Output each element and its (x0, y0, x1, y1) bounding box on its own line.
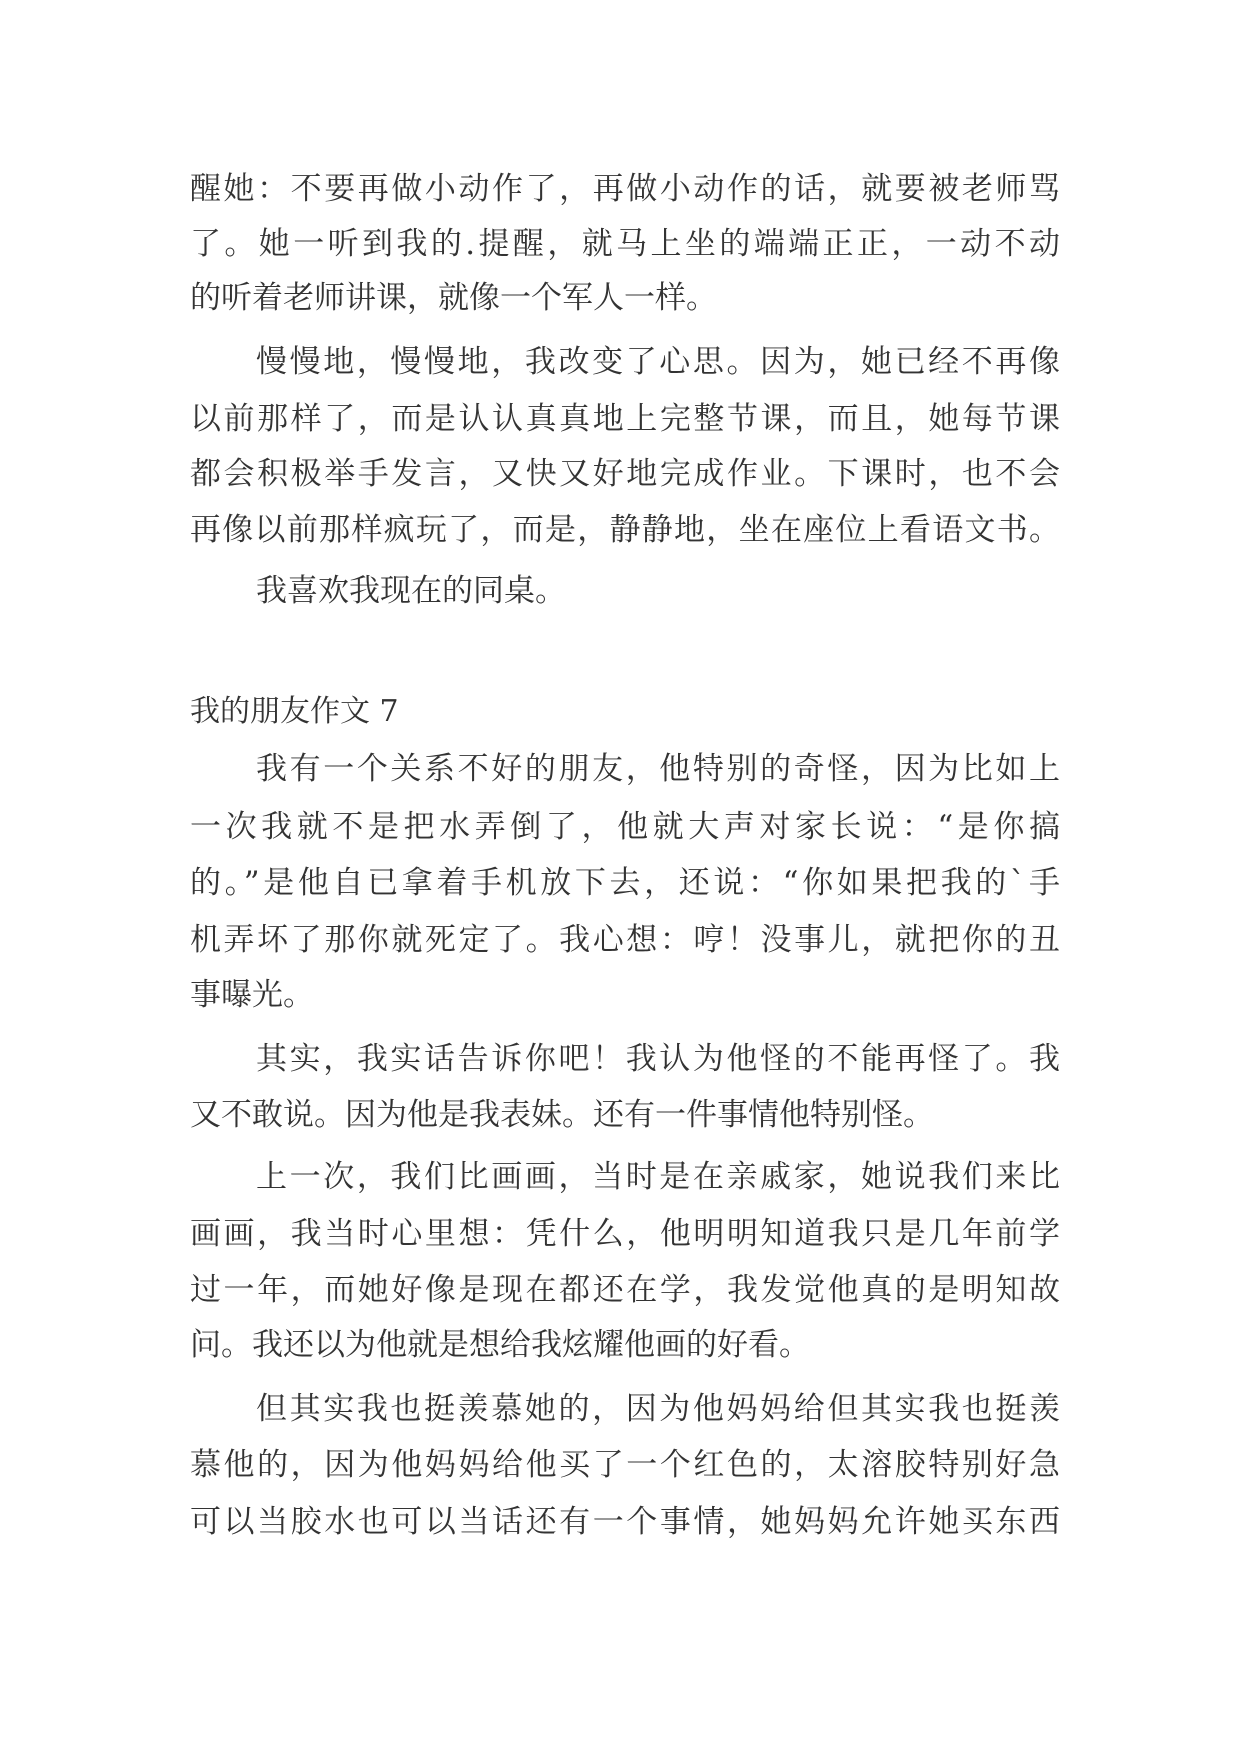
text-line: 我喜欢我现在的同桌。 (256, 573, 566, 609)
text-line: 的听着老师讲课，就像一个军人一样。 (190, 280, 717, 316)
text-line: 机弄坏了那你就死定了。我心想：哼！没事儿，就把你的丑 (190, 922, 1060, 958)
text-line: 以前那样了，而是认认真真地上完整节课，而且，她每节课 (190, 401, 1060, 437)
text-line: 上一次，我们比画画，当时是在亲戚家，她说我们来比 (256, 1159, 1060, 1195)
text-line: 的。”是他自已拿着手机放下去，还说：“你如果把我的`手 (190, 865, 1060, 901)
text-line: 又不敢说。因为他是我表妹。还有一件事情他特别怪。 (190, 1097, 934, 1133)
text-line: 我有一个关系不好的朋友，他特别的奇怪，因为比如上 (256, 751, 1060, 787)
text-line: 问。我还以为他就是想给我炫耀他画的好看。 (190, 1327, 810, 1363)
text-line: 一次我就不是把水弄倒了，他就大声对家长说：“是你搞 (190, 809, 1060, 845)
text-line: 可以当胶水也可以当话还有一个事情，她妈妈允许她买东西 (190, 1504, 1060, 1540)
text-line: 事曝光。 (190, 977, 314, 1013)
text-line: 再像以前那样疯玩了，而是，静静地，坐在座位上看语文书。 (190, 512, 1060, 548)
section-title: 我的朋友作文 7 (190, 694, 399, 729)
text-line: 慕他的，因为他妈妈给他买了一个红色的，太溶胶特别好急 (190, 1447, 1060, 1483)
text-line: 慢慢地，慢慢地，我改变了心思。因为，她已经不再像 (256, 344, 1060, 380)
text-line: 过一年，而她好像是现在都还在学，我发觉他真的是明知故 (190, 1272, 1060, 1308)
text-line: 了。她一听到我的.提醒，就马上坐的端端正正，一动不动 (190, 226, 1060, 262)
text-line: 但其实我也挺羡慕她的，因为他妈妈给但其实我也挺羡 (256, 1391, 1060, 1427)
text-line: 其实，我实话告诉你吧！我认为他怪的不能再怪了。我 (256, 1041, 1060, 1077)
text-line: 画画，我当时心里想：凭什么，他明明知道我只是几年前学 (190, 1216, 1060, 1252)
text-line: 醒她：不要再做小动作了，再做小动作的话，就要被老师骂 (190, 171, 1060, 207)
text-line: 都会积极举手发言，又快又好地完成作业。下课时，也不会 (190, 456, 1060, 492)
